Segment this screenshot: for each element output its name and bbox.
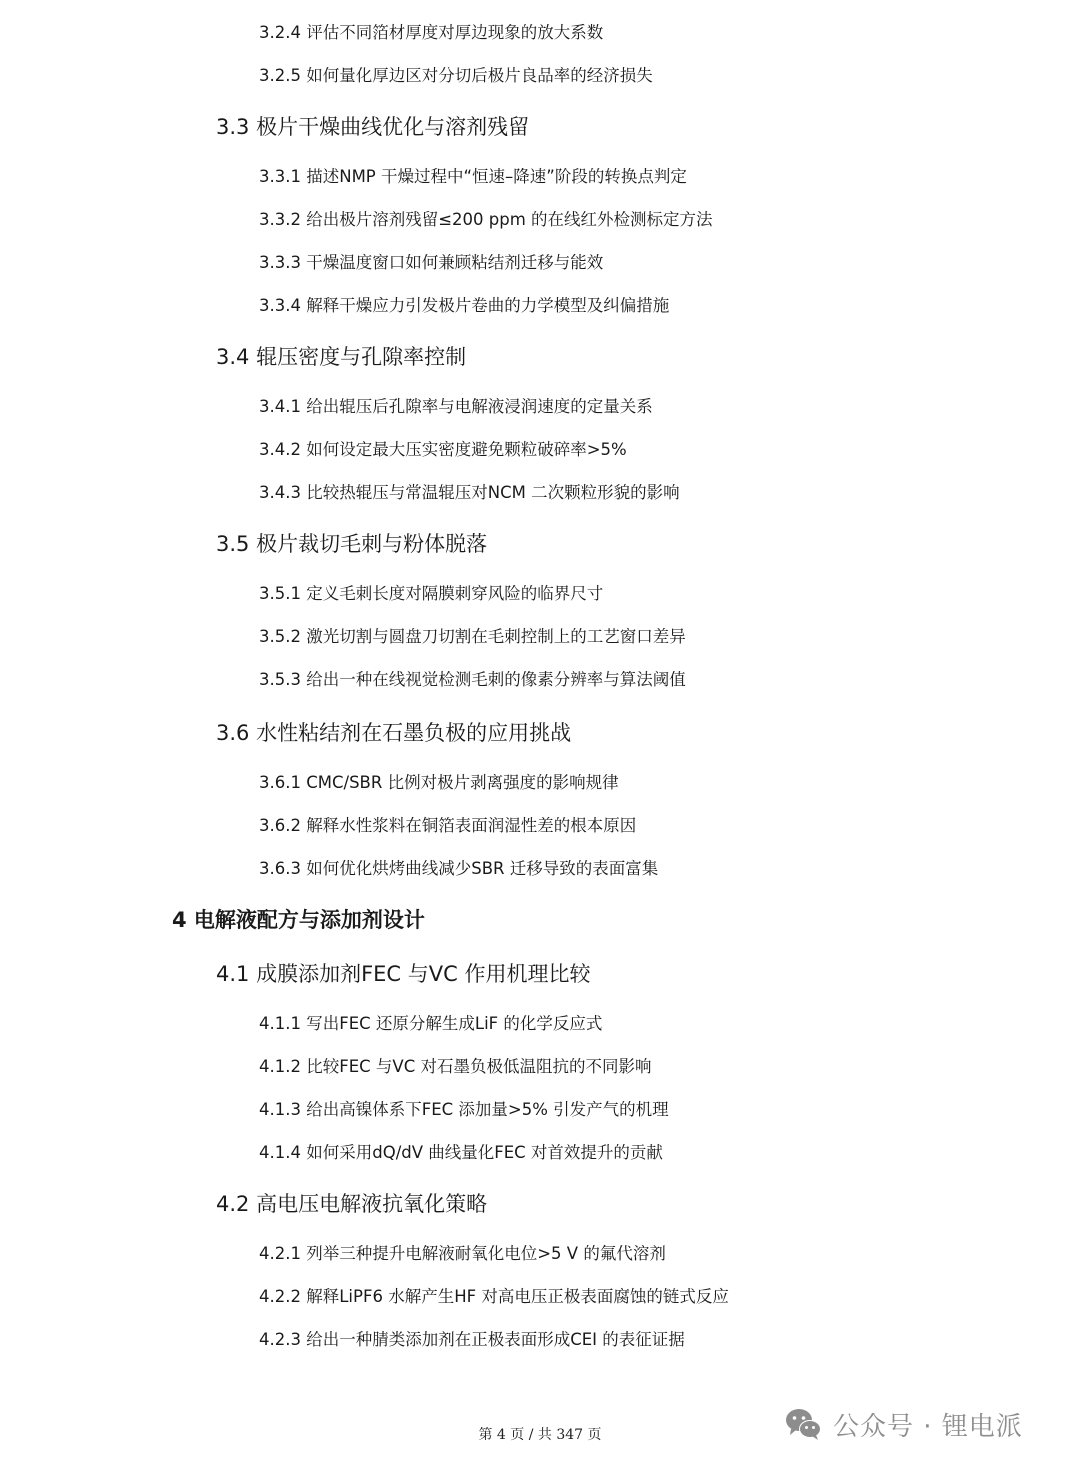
page-number: 第 4 页 / 共 347 页 (478, 1427, 602, 1443)
toc-chapter-4: 4 电解液配方与添加剂设计 (172, 908, 425, 932)
toc-entry-3-6-1: 3.6.1 CMC/SBR 比例对极片剥离强度的影响规律 (259, 773, 619, 792)
toc-entry-3-5-1: 3.5.1 定义毛刺长度对隔膜刺穿风险的临界尺寸 (259, 584, 604, 603)
toc-entry-3-6-3: 3.6.3 如何优化烘烤曲线减少SBR 迁移导致的表面富集 (259, 859, 659, 878)
toc-heading-4-1: 4.1 成膜添加剂FEC 与VC 作用机理比较 (216, 962, 591, 986)
toc-entry-3-4-1: 3.4.1 给出辊压后孔隙率与电解液浸润速度的定量关系 (259, 397, 653, 416)
toc-entry-4-1-2: 4.1.2 比较FEC 与VC 对石墨负极低温阻抗的不同影响 (259, 1057, 652, 1076)
toc-entry-3-5-3: 3.5.3 给出一种在线视觉检测毛刺的像素分辨率与算法阈值 (259, 670, 686, 689)
toc-entry-3-3-2: 3.3.2 给出极片溶剂残留≤200 ppm 的在线红外检测标定方法 (259, 210, 713, 229)
toc-heading-3-6: 3.6 水性粘结剂在石墨负极的应用挑战 (216, 721, 572, 745)
toc-entry-3-4-2: 3.4.2 如何设定最大压实密度避免颗粒破碎率>5% (259, 440, 627, 459)
toc-heading-3-5: 3.5 极片裁切毛刺与粉体脱落 (216, 532, 488, 556)
toc-heading-3-3: 3.3 极片干燥曲线优化与溶剂残留 (216, 115, 530, 139)
wechat-icon (783, 1404, 823, 1444)
toc-entry-3-3-4: 3.3.4 解释干燥应力引发极片卷曲的力学模型及纠偏措施 (259, 296, 670, 315)
toc-entry-3-2-5: 3.2.5 如何量化厚边区对分切后极片良品率的经济损失 (259, 66, 653, 85)
toc-entry-4-2-2: 4.2.2 解释LiPF6 水解产生HF 对高电压正极表面腐蚀的链式反应 (259, 1287, 729, 1306)
watermark-text: 公众号 · 锂电派 (833, 1411, 1023, 1442)
toc-entry-3-5-2: 3.5.2 激光切割与圆盘刀切割在毛刺控制上的工艺窗口差异 (259, 627, 686, 646)
toc-entry-4-2-3: 4.2.3 给出一种腈类添加剂在正极表面形成CEI 的表征证据 (259, 1330, 685, 1349)
toc-entry-4-1-4: 4.1.4 如何采用dQ/dV 曲线量化FEC 对首效提升的贡献 (259, 1143, 663, 1162)
toc-entry-3-6-2: 3.6.2 解释水性浆料在铜箔表面润湿性差的根本原因 (259, 816, 637, 835)
toc-entry-3-4-3: 3.4.3 比较热辊压与常温辊压对NCM 二次颗粒形貌的影响 (259, 483, 680, 502)
toc-entry-4-1-3: 4.1.3 给出高镍体系下FEC 添加量>5% 引发产气的机理 (259, 1100, 669, 1119)
watermark (783, 1404, 1023, 1444)
toc-entry-4-2-1: 4.2.1 列举三种提升电解液耐氧化电位>5 V 的氟代溶剂 (259, 1244, 666, 1263)
toc-heading-3-4: 3.4 辊压密度与孔隙率控制 (216, 345, 467, 369)
toc-entry-3-3-3: 3.3.3 干燥温度窗口如何兼顾粘结剂迁移与能效 (259, 253, 604, 272)
toc-entry-3-2-4: 3.2.4 评估不同箔材厚度对厚边现象的放大系数 (259, 23, 604, 42)
toc-entry-4-1-1: 4.1.1 写出FEC 还原分解生成LiF 的化学反应式 (259, 1014, 603, 1033)
toc-entry-3-3-1: 3.3.1 描述NMP 干燥过程中“恒速–降速”阶段的转换点判定 (259, 167, 687, 186)
toc-heading-4-2: 4.2 高电压电解液抗氧化策略 (216, 1192, 488, 1216)
